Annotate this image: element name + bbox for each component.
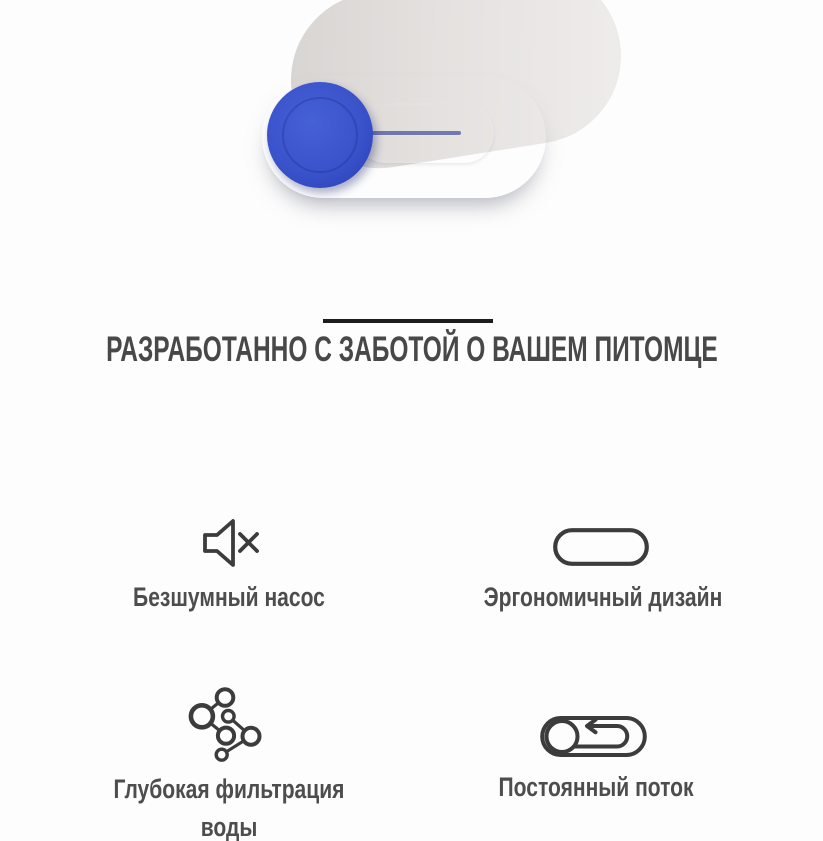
feature-item-constant-flow [396, 772, 796, 802]
section-heading-text: РАЗРАБОТАННО С ЗАБОТОЙ О ВАШЕМ ПИТОМЦЕ [105, 330, 718, 369]
feature-label: Безшумный насос [133, 582, 325, 612]
muted-speaker-icon [203, 519, 259, 567]
molecule-icon [188, 687, 264, 763]
feature-label: Постоянный поток [498, 772, 694, 802]
section-divider [323, 319, 493, 323]
water-slot [366, 131, 461, 135]
feature-label: Эргономичный дизайн [483, 582, 723, 612]
feature-item-deep-filtration [29, 770, 429, 841]
feature-item-ergonomic-design [403, 582, 803, 612]
section-heading [0, 330, 823, 370]
fountain-body [262, 76, 546, 198]
fountain-pump-cap [267, 82, 373, 188]
capsule-outline-icon [553, 528, 649, 566]
feature-item-silent-pump [29, 582, 429, 612]
feature-label: Глубокая фильтрация воды [113, 774, 345, 841]
pump-cap-ring [282, 97, 358, 173]
loop-arrow-icon [540, 715, 648, 759]
